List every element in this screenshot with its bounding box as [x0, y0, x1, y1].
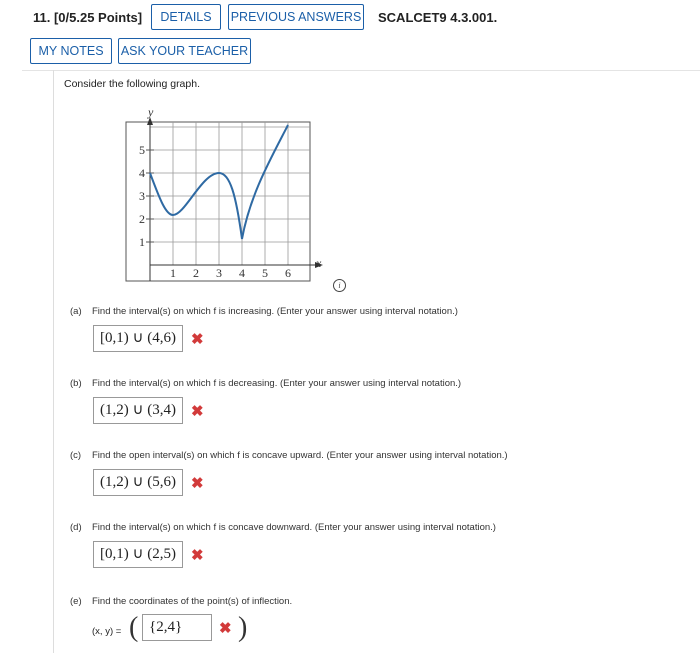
x-tick-label: 6 [285, 266, 291, 280]
info-icon[interactable]: i [333, 279, 346, 292]
answer-e-input[interactable]: {2,4} [142, 614, 212, 641]
y-tick-label: 5 [139, 143, 145, 157]
close-paren: ) [238, 612, 248, 643]
x-tick-label: 4 [239, 266, 245, 280]
ask-teacher-button[interactable]: ASK YOUR TEACHER [118, 38, 251, 64]
x-axis-label: x [316, 256, 322, 270]
question-d-label: (d) [70, 522, 82, 533]
question-c-label: (c) [70, 450, 82, 461]
incorrect-icon: ✖ [191, 547, 204, 564]
y-tick-label: 1 [139, 235, 145, 249]
y-tick-label: 2 [139, 212, 145, 226]
y-tick-label: 4 [139, 166, 145, 180]
question-e-label: (e) [70, 596, 82, 607]
question-number: 11. [0/5.25 Points] [33, 10, 143, 25]
question-a-text: Find the interval(s) on which f is increasing. (Enter your answer using interval notation.) [92, 306, 458, 317]
problem-code: SCALCET9 4.3.001. [378, 10, 498, 25]
answer-b-input[interactable]: (1,2) ∪ (3,4) [93, 397, 183, 424]
x-tick-label: 1 [170, 266, 176, 280]
x-tick-label: 2 [193, 266, 199, 280]
x-tick-label: 3 [216, 266, 222, 280]
answer-c-input[interactable]: (1,2) ∪ (5,6) [93, 469, 183, 496]
question-e [70, 596, 292, 607]
question-header [0, 0, 700, 70]
incorrect-icon: ✖ [191, 403, 204, 420]
question-b [70, 378, 461, 389]
open-paren: ( [129, 612, 139, 643]
question-c-text: Find the open interval(s) on which f is concave upward. (Enter your answer using interval notation.) [92, 450, 508, 461]
question-d [70, 522, 496, 533]
previous-answers-button[interactable]: PREVIOUS ANSWERS [228, 4, 364, 30]
gridlines [150, 122, 310, 265]
intro-text: Consider the following graph. [64, 78, 200, 90]
question-b-label: (b) [70, 378, 82, 389]
question-e-text: Find the coordinates of the point(s) of inflection. [92, 596, 293, 607]
question-a-label: (a) [70, 306, 82, 317]
incorrect-icon: ✖ [219, 620, 232, 637]
inflection-prefix: (x, y) = [92, 626, 122, 637]
y-axis-label: y [148, 105, 154, 119]
question-c [70, 450, 508, 461]
details-button[interactable]: DETAILS [151, 4, 221, 30]
question-a [70, 306, 458, 317]
my-notes-button[interactable]: MY NOTES [30, 38, 112, 64]
incorrect-icon: ✖ [191, 331, 204, 348]
answer-a-input[interactable]: [0,1) ∪ (4,6) [93, 325, 183, 352]
y-tick-label: 3 [139, 189, 145, 203]
question-b-text: Find the interval(s) on which f is decreasing. (Enter your answer using interval notation.) [92, 378, 462, 389]
answer-d-input[interactable]: [0,1) ∪ (2,5) [93, 541, 183, 568]
incorrect-icon: ✖ [191, 475, 204, 492]
question-d-text: Find the interval(s) on which f is concave downward. (Enter your answer using interval notation.) [92, 522, 496, 533]
x-tick-label: 5 [262, 266, 268, 280]
graph-frame [126, 122, 310, 281]
function-graph [110, 105, 340, 290]
